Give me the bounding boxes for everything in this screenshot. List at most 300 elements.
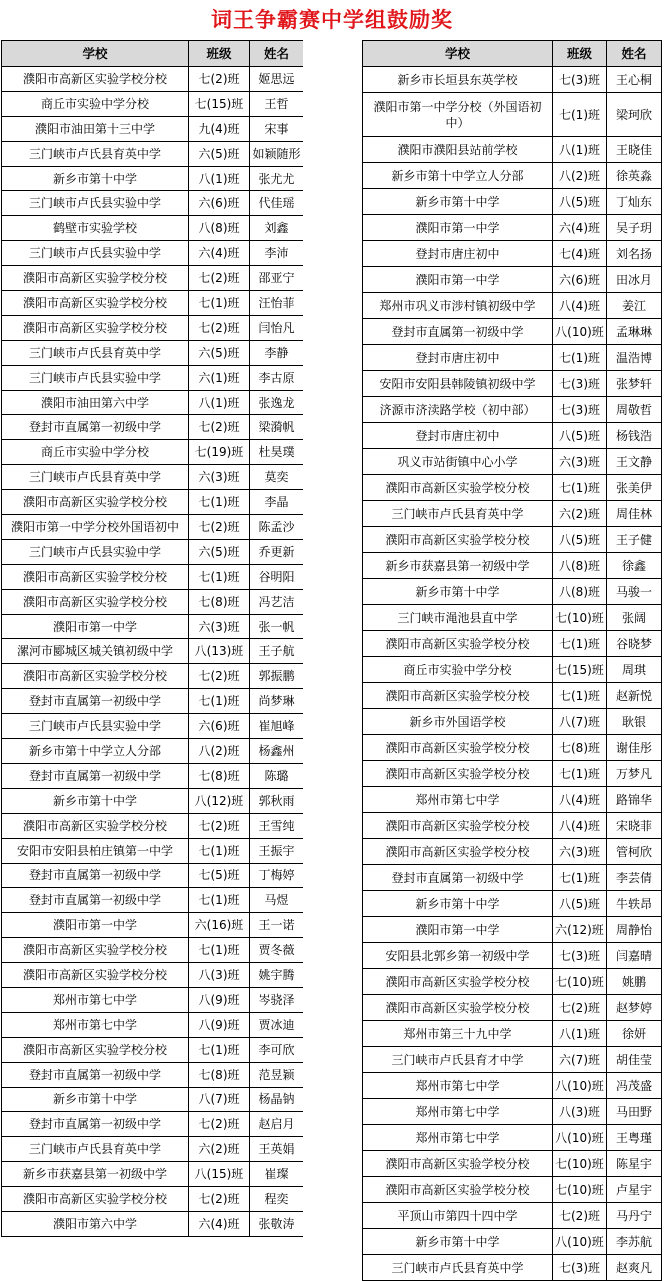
school-cell: 新乡市第十中学: [363, 579, 553, 605]
school-cell: 郑州市第三十九中学: [363, 1021, 553, 1047]
school-cell: 三门峡市卢氏县实验中学: [2, 365, 189, 390]
school-cell: 巩义市站街镇中心小学: [363, 449, 553, 475]
name-cell: 周佳林: [607, 501, 662, 527]
class-cell: 八(2)班: [553, 163, 607, 189]
school-cell: 登封市直属第一初级中学: [2, 1112, 189, 1137]
table-row: [363, 215, 662, 241]
school-cell: 登封市直属第一初级中学: [2, 1062, 189, 1087]
table-row: [363, 1047, 662, 1073]
table-row: [2, 1062, 304, 1087]
name-cell: 徐鑫: [607, 553, 662, 579]
table-row: [363, 449, 662, 475]
class-cell: 八(8)班: [553, 579, 607, 605]
class-cell: 八(5)班: [553, 527, 607, 553]
school-cell: 新乡市第十中学: [2, 1087, 189, 1112]
class-cell: 八(2)班: [189, 739, 250, 764]
table-row: [2, 1112, 304, 1137]
table-row: [2, 465, 304, 490]
class-cell: 七(5)班: [189, 863, 250, 888]
class-cell: 六(6)班: [189, 714, 250, 739]
name-cell: 耿银: [607, 709, 662, 735]
school-cell: 濮阳市油田第十三中学: [2, 116, 189, 141]
award-table-left-body: [2, 67, 304, 1237]
class-cell: 六(4)班: [189, 1211, 250, 1236]
school-cell: 新乡市获嘉县第一初级中学: [363, 553, 553, 579]
table-row: [2, 639, 304, 664]
name-cell: 谷晓梦: [607, 631, 662, 657]
table-row: [2, 67, 304, 92]
class-cell: 八(3)班: [553, 1099, 607, 1125]
name-cell: 胡佳莹: [607, 1047, 662, 1073]
school-cell: 登封市直属第一初级中学: [363, 319, 553, 345]
class-cell: 七(2)班: [553, 1203, 607, 1229]
table-row: [2, 714, 304, 739]
school-cell: 濮阳市第一中学: [363, 215, 553, 241]
name-cell: 张尤尤: [250, 166, 304, 191]
table-row: [363, 761, 662, 787]
school-cell: 三门峡市卢氏县实验中学: [2, 714, 189, 739]
name-cell: 马煜: [250, 888, 304, 913]
school-cell: 濮阳市第一中学分校（外国语初中）: [363, 93, 553, 137]
name-cell: 陈星宇: [607, 1151, 662, 1177]
name-column-header: 姓名: [607, 41, 662, 67]
school-cell: 濮阳市高新区实验学校分校: [2, 490, 189, 515]
class-cell: 八(9)班: [189, 1012, 250, 1037]
school-cell: 濮阳市高新区实验学校分校: [2, 266, 189, 291]
table-row: [363, 423, 662, 449]
name-cell: 张一帆: [250, 614, 304, 639]
name-cell: 刘名扬: [607, 241, 662, 267]
school-cell: 登封市直属第一初级中学: [363, 865, 553, 891]
table-row: [2, 216, 304, 241]
name-cell: 梁珂欣: [607, 93, 662, 137]
class-cell: 八(4)班: [553, 813, 607, 839]
table-row: [363, 371, 662, 397]
class-cell: 七(8)班: [189, 1062, 250, 1087]
name-cell: 郭秋雨: [250, 788, 304, 813]
class-cell: 八(5)班: [553, 423, 607, 449]
school-cell: 三门峡市卢氏县育英中学: [2, 1137, 189, 1162]
school-cell: 濮阳市高新区实验学校分校: [363, 839, 553, 865]
name-cell: 杨鑫州: [250, 739, 304, 764]
table-row: [363, 1177, 662, 1203]
name-cell: 郭振鹏: [250, 664, 304, 689]
school-cell: 三门峡市卢氏县育英中学: [2, 141, 189, 166]
table-row: [363, 1151, 662, 1177]
name-cell: 贾冰迪: [250, 1012, 304, 1037]
name-cell: 李晶: [250, 490, 304, 515]
school-cell: 登封市直属第一初级中学: [2, 888, 189, 913]
table-row: [363, 1125, 662, 1151]
name-column-header: 姓名: [250, 41, 304, 67]
table-row: [363, 709, 662, 735]
name-cell: 邵亚宁: [250, 266, 304, 291]
school-cell: 新乡市获嘉县第一初级中学: [2, 1162, 189, 1187]
class-cell: 八(10)班: [553, 1073, 607, 1099]
school-cell: 濮阳市高新区实验学校分校: [2, 315, 189, 340]
class-cell: 六(7)班: [553, 1047, 607, 1073]
class-cell: 八(5)班: [553, 891, 607, 917]
class-cell: 八(7)班: [189, 1087, 250, 1112]
school-cell: 濮阳市高新区实验学校分校: [363, 527, 553, 553]
school-cell: 平顶山市第四十四中学: [363, 1203, 553, 1229]
class-cell: 八(15)班: [189, 1162, 250, 1187]
table-row: [363, 67, 662, 93]
name-cell: 张敬涛: [250, 1211, 304, 1236]
school-cell: 商丘市实验中学分校: [363, 657, 553, 683]
class-cell: 八(1)班: [553, 1021, 607, 1047]
table-row: [2, 390, 304, 415]
table-row: [363, 319, 662, 345]
school-cell: 濮阳市高新区实验学校分校: [363, 475, 553, 501]
name-cell: 马田野: [607, 1099, 662, 1125]
name-cell: 牛轶昂: [607, 891, 662, 917]
name-cell: 周琪: [607, 657, 662, 683]
class-cell: 六(6)班: [553, 267, 607, 293]
name-cell: 温浩博: [607, 345, 662, 371]
school-cell: 濮阳市高新区实验学校分校: [2, 564, 189, 589]
class-cell: 八(10)班: [553, 319, 607, 345]
table-row: [363, 735, 662, 761]
page-title: 词王争霸赛中学组鼓励奖: [211, 8, 453, 32]
class-cell: 七(3)班: [553, 371, 607, 397]
class-cell: 七(2)班: [189, 266, 250, 291]
school-cell: 新乡市第十中学立人分部: [2, 739, 189, 764]
table-row: [2, 1211, 304, 1236]
table-row: [2, 614, 304, 639]
class-cell: 七(2)班: [189, 813, 250, 838]
class-cell: 八(4)班: [553, 293, 607, 319]
class-cell: 六(3)班: [189, 465, 250, 490]
name-cell: 莫奕: [250, 465, 304, 490]
table-row: [363, 137, 662, 163]
class-cell: 七(3)班: [553, 943, 607, 969]
table-row: [363, 683, 662, 709]
class-cell: 七(2)班: [189, 664, 250, 689]
class-cell: 七(3)班: [553, 1255, 607, 1281]
name-cell: 卢星宇: [607, 1177, 662, 1203]
table-row: [2, 1037, 304, 1062]
school-cell: 濮阳市第一中学: [363, 267, 553, 293]
school-cell: 濮阳市高新区实验学校分校: [363, 1151, 553, 1177]
table-row: [363, 579, 662, 605]
table-row: [2, 564, 304, 589]
class-cell: 七(8)班: [189, 763, 250, 788]
table-row: [2, 415, 304, 440]
class-cell: 七(1)班: [553, 345, 607, 371]
name-cell: 王振宇: [250, 838, 304, 863]
school-cell: 新乡市第十中学: [363, 1229, 553, 1255]
name-cell: 李芸倩: [607, 865, 662, 891]
class-cell: 七(2)班: [189, 415, 250, 440]
school-cell: 登封市直属第一初级中学: [2, 863, 189, 888]
column-gap: [303, 40, 362, 1241]
class-cell: 七(10)班: [553, 1177, 607, 1203]
class-cell: 七(1)班: [553, 93, 607, 137]
class-cell: 七(1)班: [189, 689, 250, 714]
school-cell: 三门峡市卢氏县育英中学: [2, 340, 189, 365]
school-cell: 三门峡市卢氏县实验中学: [2, 539, 189, 564]
table-row: [363, 631, 662, 657]
school-cell: 濮阳市第一中学: [2, 614, 189, 639]
school-cell: 三门峡市卢氏县育英中学: [2, 465, 189, 490]
name-cell: 赵新悦: [607, 683, 662, 709]
school-cell: 三门峡市卢氏县实验中学: [2, 241, 189, 266]
school-cell: 登封市唐庄初中: [363, 241, 553, 267]
school-cell: 鹤壁市实验学校: [2, 216, 189, 241]
class-cell: 八(13)班: [189, 639, 250, 664]
award-table-left: [1, 40, 304, 1237]
name-cell: 崔璨: [250, 1162, 304, 1187]
name-cell: 马丹宁: [607, 1203, 662, 1229]
name-cell: 王心桐: [607, 67, 662, 93]
school-cell: 郑州市第七中学: [2, 1012, 189, 1037]
school-cell: 濮阳市濮阳县站前学校: [363, 137, 553, 163]
class-cell: 八(3)班: [189, 963, 250, 988]
name-cell: 周静怡: [607, 917, 662, 943]
school-cell: 濮阳市高新区实验学校分校: [363, 813, 553, 839]
class-cell: 八(7)班: [553, 709, 607, 735]
class-cell: 八(4)班: [553, 787, 607, 813]
class-cell: 七(3)班: [553, 397, 607, 423]
table-row: [2, 938, 304, 963]
table-row: [2, 1162, 304, 1187]
table-row: [2, 689, 304, 714]
table-row: [363, 891, 662, 917]
class-cell: 七(8)班: [189, 589, 250, 614]
table-row: [363, 1255, 662, 1281]
table-row: [2, 763, 304, 788]
school-cell: 濮阳市高新区实验学校分校: [2, 1187, 189, 1212]
class-cell: 七(10)班: [553, 1151, 607, 1177]
table-row: [363, 969, 662, 995]
name-cell: 马骏一: [607, 579, 662, 605]
class-cell: 八(9)班: [189, 987, 250, 1012]
table-row: [363, 865, 662, 891]
name-cell: 李可欣: [250, 1037, 304, 1062]
name-cell: 程奕: [250, 1187, 304, 1212]
table-row: [363, 1229, 662, 1255]
class-cell: 七(2)班: [189, 515, 250, 540]
name-cell: 王子健: [607, 527, 662, 553]
class-cell: 七(1)班: [189, 888, 250, 913]
class-cell: 七(10)班: [553, 969, 607, 995]
name-cell: 丁灿东: [607, 189, 662, 215]
name-cell: 田冰月: [607, 267, 662, 293]
class-cell: 七(10)班: [553, 605, 607, 631]
table-row: [363, 93, 662, 137]
class-cell: 七(1)班: [189, 838, 250, 863]
name-cell: 王英娟: [250, 1137, 304, 1162]
table-row: [363, 163, 662, 189]
school-cell: 濮阳市第六中学: [2, 1211, 189, 1236]
table-row: [2, 589, 304, 614]
school-cell: 新乡市第十中学: [363, 189, 553, 215]
name-cell: 闫嘉晴: [607, 943, 662, 969]
name-cell: 王一诺: [250, 913, 304, 938]
name-cell: 李沛: [250, 241, 304, 266]
school-cell: 三门峡市卢氏县育英中学: [363, 501, 553, 527]
table-row: [363, 1203, 662, 1229]
name-cell: 岑骁泽: [250, 987, 304, 1012]
table-row: [2, 739, 304, 764]
table-row: [2, 913, 304, 938]
table-row: [363, 1021, 662, 1047]
school-cell: 登封市唐庄初中: [363, 423, 553, 449]
class-cell: 七(4)班: [553, 241, 607, 267]
table-row: [363, 189, 662, 215]
name-cell: 王文静: [607, 449, 662, 475]
table-row: [2, 91, 304, 116]
class-column-header: 班级: [189, 41, 250, 67]
table-row: [363, 527, 662, 553]
name-cell: 张阔: [607, 605, 662, 631]
class-cell: 八(12)班: [189, 788, 250, 813]
table-row: [2, 490, 304, 515]
class-cell: 六(12)班: [553, 917, 607, 943]
award-table-right-body: [363, 67, 662, 1281]
school-cell: 三门峡市卢氏县实验中学: [2, 191, 189, 216]
name-cell: 王雪纯: [250, 813, 304, 838]
class-cell: 七(1)班: [553, 761, 607, 787]
name-cell: 万梦凡: [607, 761, 662, 787]
school-cell: 濮阳市高新区实验学校分校: [2, 67, 189, 92]
table-header-row: [363, 41, 662, 67]
name-cell: 宋晓菲: [607, 813, 662, 839]
school-cell: 登封市直属第一初级中学: [2, 415, 189, 440]
table-row: [363, 241, 662, 267]
school-cell: 郑州市第七中学: [363, 1073, 553, 1099]
class-cell: 七(2)班: [189, 315, 250, 340]
class-cell: 八(10)班: [553, 1125, 607, 1151]
table-row: [2, 365, 304, 390]
class-cell: 七(8)班: [553, 735, 607, 761]
class-cell: 七(1)班: [553, 865, 607, 891]
school-cell: 濮阳市高新区实验学校分校: [363, 735, 553, 761]
name-cell: 汪怡菲: [250, 291, 304, 316]
name-cell: 姚宇腾: [250, 963, 304, 988]
name-cell: 吴子玥: [607, 215, 662, 241]
school-cell: 濮阳市高新区实验学校分校: [2, 1037, 189, 1062]
name-cell: 梁漪帆: [250, 415, 304, 440]
table-row: [2, 838, 304, 863]
name-cell: 王子航: [250, 639, 304, 664]
school-cell: 三门峡市渑池县直中学: [363, 605, 553, 631]
class-cell: 六(2)班: [553, 501, 607, 527]
name-cell: 管柯欣: [607, 839, 662, 865]
school-cell: 濮阳市高新区实验学校分校: [363, 683, 553, 709]
class-cell: 七(1)班: [189, 938, 250, 963]
name-cell: 陈璐: [250, 763, 304, 788]
school-cell: 安阳市安阳县柏庄镇第一中学: [2, 838, 189, 863]
class-cell: 七(2)班: [553, 995, 607, 1021]
name-cell: 冯艺洁: [250, 589, 304, 614]
class-cell: 七(1)班: [553, 475, 607, 501]
class-cell: 七(1)班: [189, 291, 250, 316]
school-cell: 郑州市巩义市涉村镇初级中学: [363, 293, 553, 319]
table-row: [2, 291, 304, 316]
class-cell: 六(5)班: [189, 340, 250, 365]
table-row: [2, 315, 304, 340]
name-cell: 徐英淼: [607, 163, 662, 189]
school-cell: 安阳县北郭乡第一初级中学: [363, 943, 553, 969]
class-column-header: 班级: [553, 41, 607, 67]
school-cell: 济源市济渎路学校（初中部）: [363, 397, 553, 423]
class-cell: 七(19)班: [189, 440, 250, 465]
school-cell: 濮阳市高新区实验学校分校: [2, 938, 189, 963]
name-cell: 徐妍: [607, 1021, 662, 1047]
school-cell: 郑州市第七中学: [363, 1099, 553, 1125]
class-cell: 六(5)班: [189, 141, 250, 166]
school-cell: 郑州市第七中学: [363, 787, 553, 813]
table-row: [2, 1087, 304, 1112]
school-cell: 濮阳市第一中学: [2, 913, 189, 938]
table-row: [363, 917, 662, 943]
school-cell: 登封市唐庄初中: [363, 345, 553, 371]
class-cell: 八(8)班: [553, 553, 607, 579]
table-row: [363, 267, 662, 293]
name-cell: 王晓佳: [607, 137, 662, 163]
name-cell: 贾冬薇: [250, 938, 304, 963]
school-cell: 三门峡市卢氏县育英中学: [363, 1255, 553, 1281]
name-cell: 赵爽凡: [607, 1255, 662, 1281]
table-row: [2, 1137, 304, 1162]
name-cell: 路锦华: [607, 787, 662, 813]
school-cell: 濮阳市高新区实验学校分校: [2, 813, 189, 838]
name-cell: 王粤瑾: [607, 1125, 662, 1151]
name-cell: 杨晶钠: [250, 1087, 304, 1112]
name-cell: 孟琳琳: [607, 319, 662, 345]
class-cell: 六(4)班: [553, 215, 607, 241]
name-cell: 宋事: [250, 116, 304, 141]
table-row: [363, 293, 662, 319]
table-row: [2, 963, 304, 988]
table-row: [2, 166, 304, 191]
class-cell: 七(1)班: [553, 683, 607, 709]
school-column-header: 学校: [2, 41, 189, 67]
class-cell: 七(2)班: [189, 1187, 250, 1212]
name-cell: 王哲: [250, 91, 304, 116]
table-row: [2, 987, 304, 1012]
class-cell: 八(1)班: [189, 390, 250, 415]
name-cell: 刘鑫: [250, 216, 304, 241]
name-cell: 杜昊璞: [250, 440, 304, 465]
school-cell: 新乡市第十中学: [2, 166, 189, 191]
table-row: [363, 1073, 662, 1099]
table-row: [363, 839, 662, 865]
name-cell: 谢佳彤: [607, 735, 662, 761]
table-row: [363, 501, 662, 527]
school-cell: 三门峡市卢氏县育才中学: [363, 1047, 553, 1073]
table-row: [363, 397, 662, 423]
class-cell: 七(1)班: [189, 1037, 250, 1062]
class-cell: 八(1)班: [189, 166, 250, 191]
name-cell: 周敬哲: [607, 397, 662, 423]
class-cell: 六(1)班: [189, 365, 250, 390]
school-cell: 商丘市实验中学分校: [2, 91, 189, 116]
table-row: [2, 340, 304, 365]
school-cell: 濮阳市高新区实验学校分校: [363, 761, 553, 787]
name-cell: 冯茂盛: [607, 1073, 662, 1099]
school-cell: 濮阳市第一中学: [363, 917, 553, 943]
class-cell: 七(15)班: [189, 91, 250, 116]
table-row: [2, 241, 304, 266]
table-row: [2, 664, 304, 689]
name-cell: 赵梦婷: [607, 995, 662, 1021]
school-cell: 濮阳市高新区实验学校分校: [2, 664, 189, 689]
class-cell: 六(4)班: [189, 241, 250, 266]
school-cell: 郑州市第七中学: [363, 1125, 553, 1151]
